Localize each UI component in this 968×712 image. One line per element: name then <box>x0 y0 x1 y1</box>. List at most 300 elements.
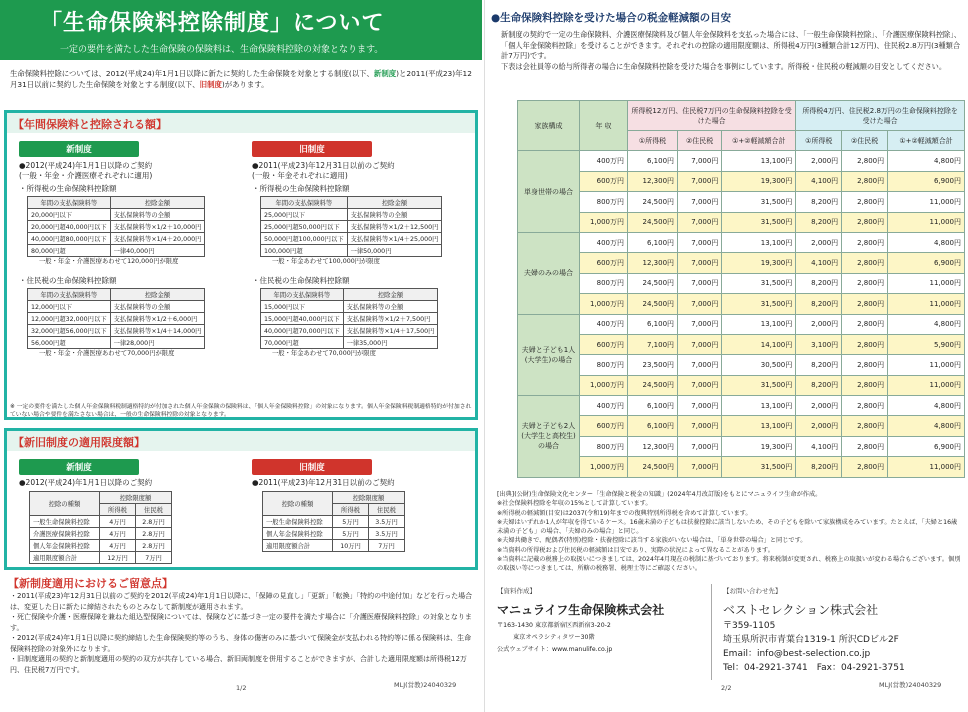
table-row <box>518 192 965 212</box>
tax-reduction-title: ●生命保険料控除を受けた場合の税金軽減額の目安 <box>491 12 732 24</box>
table-note: ※社会保険料控除を年収の15%として計算しています。 <box>497 500 652 508</box>
caution-note: ・2011(平成23)年12月31日以前のご契約を2012(平成24)年1月1日以降に、「保障の見直し」「更新」「転換」「特約の中途付加」などを行った場合は、変更した日に新たに締結されたものとみなして新制度が適用されます。 <box>10 592 473 611</box>
family-cell: 夫婦のみの場合 <box>518 232 580 314</box>
table-cell: 支払保険料等×1/2＋7,500円 <box>343 313 438 325</box>
amount-cell: 31,500円 <box>722 192 796 212</box>
old-contract-sub: (一般・年金それぞれに適用) <box>252 171 348 180</box>
issuer-website[interactable]: 公式ウェブサイト：www.manulife.co.jp <box>497 646 613 653</box>
table-cell: 一般生命保険料控除 <box>30 516 100 528</box>
income-cell: 600万円 <box>580 171 628 191</box>
amount-cell: 24,500円 <box>628 212 678 232</box>
amount-cell: 4,800円 <box>888 416 965 436</box>
income-cell: 400万円 <box>580 314 628 334</box>
section3-title: 【新制度適用におけるご留意点】 <box>8 577 173 590</box>
caution-note: ・死亡保険や介護・医療保障を兼ねた組込型保険については、保険などに基づき一定の要件を満たす場合に「介護医療保険料控除」の対象となります。 <box>10 613 472 632</box>
table-cell: 2.8万円 <box>136 528 172 540</box>
table-row <box>28 337 205 349</box>
amount-cell: 19,300円 <box>722 253 796 273</box>
amount-cell: 7,000円 <box>678 355 722 375</box>
table-cell: 一般生命保険料控除 <box>263 516 333 528</box>
table-cell: 一律28,000円 <box>110 337 205 349</box>
table-cell: 個人年金保険料控除 <box>30 540 100 552</box>
table-cell: 25,000円以下 <box>261 209 348 221</box>
col-deduction: 控除金額 <box>110 197 205 209</box>
intro-part-3: )があります。 <box>221 80 269 89</box>
amount-cell: 7,000円 <box>678 151 722 171</box>
table-row <box>261 313 438 325</box>
income-cell: 1,000万円 <box>580 294 628 314</box>
intro-part-1: 生命保険料控除については、2012(平成24)年1月1日以降に新たに契約した生命保険を対象とする制度(以下、 <box>10 69 374 78</box>
new-contract-sub: (一般・年金・介護医療それぞれに適用) <box>19 171 153 180</box>
table-row <box>518 457 965 477</box>
table-row <box>28 301 205 313</box>
page-2 <box>484 0 968 712</box>
section2-title: 【新旧制度の適用限度額】 <box>7 431 475 451</box>
table-cell: 56,000円超 <box>28 337 111 349</box>
table-cell: 40,000円超80,000円以下 <box>28 233 111 245</box>
amount-cell: 12,300円 <box>628 436 678 456</box>
table-cell: 3.5万円 <box>369 528 405 540</box>
amount-cell: 2,800円 <box>842 232 888 252</box>
intro-old-label: 旧制度 <box>199 80 222 89</box>
table-note: ※夫婦はいずれか1人が年収を得ているケース。16歳未満の子どもは扶養控除に該当しないため、その子どもを除いて家族構成をみています。たとえば、「夫婦と16歳未満の子ども」の場合、「夫婦のみの場合」と同じ。 <box>497 518 958 536</box>
col-premium: 年間の支払保険料等 <box>261 197 348 209</box>
intro-new-label: 新制度 <box>373 69 397 78</box>
amount-cell: 6,100円 <box>628 416 678 436</box>
table-cell: 12万円 <box>100 552 136 564</box>
agent-block <box>723 586 905 674</box>
page-title: 「生命保険料控除制度」について <box>40 11 385 36</box>
amount-cell: 4,800円 <box>888 232 965 252</box>
new-limit-tag: 新制度 <box>19 459 139 475</box>
amount-cell: 2,800円 <box>842 416 888 436</box>
col-deduction: 控除金額 <box>110 289 205 301</box>
income-cell: 600万円 <box>580 334 628 354</box>
amount-cell: 2,000円 <box>796 396 842 416</box>
divider <box>711 584 712 680</box>
table-notes <box>497 490 961 574</box>
amount-cell: 2,800円 <box>842 436 888 456</box>
amount-cell: 8,200円 <box>796 192 842 212</box>
amount-cell: 11,000円 <box>888 294 965 314</box>
new-income-title: ・所得税の生命保険料控除額 <box>19 184 117 193</box>
table-row <box>28 221 205 233</box>
table-cell: 支払保険料等の全額 <box>110 209 205 221</box>
header-group-a: 所得税12万円、住民税7万円の生命保険料控除を受けた場合 <box>628 101 796 131</box>
table-row <box>261 325 438 337</box>
table-cell: 支払保険料等×1/2＋12,500円 <box>347 221 442 233</box>
table-cell: 4万円 <box>100 516 136 528</box>
amount-cell: 13,100円 <box>722 416 796 436</box>
page-number-2: 2/2 <box>721 684 732 692</box>
table-row <box>261 233 442 245</box>
tax-reduction-table <box>517 100 965 478</box>
new-system-column <box>19 137 239 358</box>
amount-cell: 13,100円 <box>722 151 796 171</box>
limit-section <box>4 428 478 570</box>
doc-code-1: MLJ(営教)24040329 <box>394 681 457 689</box>
amount-cell: 6,900円 <box>888 436 965 456</box>
caution-note: ・旧制度適用の契約と新制度適用の契約の双方が共存している場合、新旧両制度を併用することができますが、合計した適用限度額は所得税12万円、住民税7万円です。 <box>10 655 467 674</box>
section1-title: 【年間保険料と控除される額】 <box>7 113 475 133</box>
header-a-total: ①+②軽減額合計 <box>722 131 796 151</box>
amount-cell: 2,800円 <box>842 355 888 375</box>
new-res-title: ・住民税の生命保険料控除額 <box>19 276 117 285</box>
new-limit-column <box>19 455 239 564</box>
amount-cell: 2,800円 <box>842 212 888 232</box>
amount-cell: 12,300円 <box>628 171 678 191</box>
amount-cell: 2,800円 <box>842 171 888 191</box>
table-row <box>518 375 965 395</box>
amount-cell: 7,000円 <box>678 314 722 334</box>
amount-cell: 8,200円 <box>796 212 842 232</box>
new-resident-table <box>27 288 205 349</box>
intro-text <box>10 68 476 90</box>
income-cell: 800万円 <box>580 436 628 456</box>
premium-deduction-section <box>4 110 478 420</box>
table-cell: 7万円 <box>369 540 405 552</box>
header-group-b: 所得税4万円、住民税2.8万円の生命保険料控除を受けた場合 <box>796 101 965 131</box>
table-row <box>28 209 205 221</box>
amount-cell: 11,000円 <box>888 212 965 232</box>
table-row <box>261 209 442 221</box>
old-contract-label: ●2011(平成23)年12月31日以前のご契約 <box>252 161 395 170</box>
amount-cell: 31,500円 <box>722 212 796 232</box>
col-type: 控除の種類 <box>30 492 100 516</box>
table-cell: 一律35,000円 <box>343 337 438 349</box>
col-premium: 年間の支払保険料等 <box>28 197 111 209</box>
amount-cell: 11,000円 <box>888 273 965 293</box>
income-cell: 400万円 <box>580 396 628 416</box>
issuer-name: マニュライフ生命保険株式会社 <box>497 603 665 617</box>
col-res: 住民税 <box>136 504 172 516</box>
amount-cell: 2,000円 <box>796 416 842 436</box>
header-b-res: ②住民税 <box>842 131 888 151</box>
table-row <box>518 232 965 252</box>
amount-cell: 7,000円 <box>678 436 722 456</box>
amount-cell: 7,000円 <box>678 273 722 293</box>
amount-cell: 8,200円 <box>796 355 842 375</box>
agent-phone[interactable]: Tel：04-2921-3741 Fax：04-2921-3751 <box>723 663 905 673</box>
table-row <box>28 325 205 337</box>
table-row <box>261 337 438 349</box>
col-max: 控除限度額 <box>333 492 405 504</box>
income-cell: 800万円 <box>580 273 628 293</box>
table-cell: 5万円 <box>333 528 369 540</box>
agent-name: ベストセレクション株式会社 <box>723 603 879 617</box>
header-b-tax: ①所得税 <box>796 131 842 151</box>
amount-cell: 2,800円 <box>842 334 888 354</box>
new-limit-table <box>29 491 172 564</box>
table-row <box>518 396 965 416</box>
table-row <box>28 245 205 257</box>
old-system-tag: 旧制度 <box>252 141 372 157</box>
intro-part-2: )と2011(平成23)年12月31日以前に契約した生命保険を対象とする制度(以下、 <box>10 69 472 89</box>
table-cell: 4万円 <box>100 528 136 540</box>
table-cell: 50,000円超100,000円以下 <box>261 233 348 245</box>
table-cell: 20,000円超40,000円以下 <box>28 221 111 233</box>
table-row <box>518 334 965 354</box>
amount-cell: 7,000円 <box>678 212 722 232</box>
new-income-note: 一般・年金・介護医療あわせて120,000円が限度 <box>39 258 179 265</box>
amount-cell: 7,000円 <box>678 375 722 395</box>
doc-code-2: MLJ(営教)24040329 <box>879 681 942 689</box>
table-row <box>30 516 172 528</box>
table-row <box>263 516 405 528</box>
old-limit-column <box>252 455 472 552</box>
table-cell: 支払保険料等の全額 <box>343 301 438 313</box>
table-cell: 支払保険料等の全額 <box>110 301 205 313</box>
amount-cell: 31,500円 <box>722 375 796 395</box>
old-income-table <box>260 196 442 257</box>
issuer-address-2: 東京オペラシティタワー30階 <box>513 634 595 641</box>
amount-cell: 7,000円 <box>678 457 722 477</box>
table-row <box>28 233 205 245</box>
old-limit-tag: 旧制度 <box>252 459 372 475</box>
new-income-table <box>27 196 205 257</box>
table-cell: 一律40,000円 <box>110 245 205 257</box>
col-res: 住民税 <box>369 504 405 516</box>
amount-cell: 30,500円 <box>722 355 796 375</box>
amount-cell: 7,100円 <box>628 334 678 354</box>
col-income: 所得税 <box>333 504 369 516</box>
amount-cell: 2,800円 <box>842 396 888 416</box>
table-cell: 2.8万円 <box>136 540 172 552</box>
issuer-block <box>497 586 664 654</box>
col-deduction: 控除金額 <box>343 289 438 301</box>
income-cell: 600万円 <box>580 253 628 273</box>
old-system-column <box>252 137 472 358</box>
new-res-note: 一般・年金・介護医療あわせて70,000円が限度 <box>39 350 175 357</box>
family-cell: 夫婦と子ども1人(大学生)の場合 <box>518 314 580 396</box>
table-row <box>518 416 965 436</box>
table-cell: 32,000円超56,000円以下 <box>28 325 111 337</box>
table-cell: 25,000円超50,000円以下 <box>261 221 348 233</box>
col-deduction: 控除金額 <box>347 197 442 209</box>
old-limit-contract: ●2011(平成23)年12月31日以前のご契約 <box>252 478 395 487</box>
amount-cell: 24,500円 <box>628 192 678 212</box>
table-cell: 支払保険料等×1/4＋17,500円 <box>343 325 438 337</box>
table-cell: 支払保険料等×1/4＋25,000円 <box>347 233 442 245</box>
table-cell: 支払保険料等×1/4＋20,000円 <box>110 233 205 245</box>
agent-email[interactable]: Email：info@best-selection.co.jp <box>723 649 871 659</box>
intro-paragraph: 下表は会社員等の給与所得者の場合に生命保険料控除を受けた場合を事例にしています。所得税・住民税の軽減額の目安としてください。 <box>501 61 947 71</box>
page-number-1: 1/2 <box>236 684 247 692</box>
family-cell: 夫婦と子ども2人(大学生と高校生)の場合 <box>518 396 580 478</box>
amount-cell: 2,000円 <box>796 232 842 252</box>
amount-cell: 4,100円 <box>796 171 842 191</box>
amount-cell: 24,500円 <box>628 273 678 293</box>
table-cell: 適用限度額合計 <box>30 552 100 564</box>
amount-cell: 12,300円 <box>628 253 678 273</box>
header-family: 家族構成 <box>518 101 580 151</box>
amount-cell: 24,500円 <box>628 294 678 314</box>
amount-cell: 4,800円 <box>888 396 965 416</box>
table-cell: 12,000円超32,000円以下 <box>28 313 111 325</box>
income-cell: 1,000万円 <box>580 212 628 232</box>
old-income-title: ・所得税の生命保険料控除額 <box>252 184 350 193</box>
amount-cell: 4,100円 <box>796 436 842 456</box>
table-note: [出典](公財)生命保険文化センター「生命保険と税金の知識」(2024年4月改訂版)をもとにマニュライフ生命が作成。 <box>497 491 822 498</box>
table-cell: 80,000円超 <box>28 245 111 257</box>
amount-cell: 6,100円 <box>628 314 678 334</box>
page-subtitle: 一定の要件を満たした生命保険の保険料は、生命保険料控除の対象となります。 <box>60 45 384 55</box>
amount-cell: 7,000円 <box>678 334 722 354</box>
table-cell: 適用限度額合計 <box>263 540 333 552</box>
amount-cell: 5,900円 <box>888 334 965 354</box>
amount-cell: 2,000円 <box>796 151 842 171</box>
amount-cell: 3,100円 <box>796 334 842 354</box>
table-row <box>518 253 965 273</box>
table-row <box>518 151 965 171</box>
new-system-tag: 新制度 <box>19 141 139 157</box>
amount-cell: 11,000円 <box>888 355 965 375</box>
amount-cell: 6,100円 <box>628 396 678 416</box>
table-row <box>30 540 172 552</box>
amount-cell: 8,200円 <box>796 375 842 395</box>
old-res-note: 一般・年金あわせて70,000円が限度 <box>272 350 376 357</box>
section1-footnote: ※ 一定の要件を満たした個人年金保険料税制適格特約が付加された個人年金保険の保険料は、「個人年金保険料控除」の対象になります。個人年金保険料税制適格特約が付加されていない場合や要件を満たさない場合は、一般の生命保険料控除の対象となります。 <box>10 404 472 418</box>
table-row <box>261 221 442 233</box>
amount-cell: 23,500円 <box>628 355 678 375</box>
table-cell: 支払保険料等×1/4＋14,000円 <box>110 325 205 337</box>
table-row <box>30 552 172 564</box>
table-cell: 4万円 <box>100 540 136 552</box>
table-cell: 15,000円超40,000円以下 <box>261 313 344 325</box>
amount-cell: 11,000円 <box>888 457 965 477</box>
amount-cell: 13,100円 <box>722 232 796 252</box>
amount-cell: 31,500円 <box>722 294 796 314</box>
amount-cell: 13,100円 <box>722 314 796 334</box>
family-cell: 単身世帯の場合 <box>518 151 580 233</box>
amount-cell: 2,800円 <box>842 375 888 395</box>
amount-cell: 13,100円 <box>722 396 796 416</box>
amount-cell: 7,000円 <box>678 416 722 436</box>
amount-cell: 7,000円 <box>678 396 722 416</box>
new-limit-contract: ●2012(平成24)年1月1日以降のご契約 <box>19 478 153 487</box>
table-cell: 支払保険料等×1/2＋6,000円 <box>110 313 205 325</box>
table-cell: 100,000円超 <box>261 245 348 257</box>
header-b-total: ①+②軽減額合計 <box>888 131 965 151</box>
table-cell: 個人年金保険料控除 <box>263 528 333 540</box>
income-cell: 400万円 <box>580 232 628 252</box>
col-max: 控除限度額 <box>100 492 172 504</box>
agent-zip: 〒359-1105 <box>723 621 776 631</box>
table-note: ※夫婦共働きで、配偶者(特別)控除・扶養控除に該当する家族がいない場合は、「単身世帯の場合」と同じです。 <box>497 537 807 545</box>
amount-cell: 6,100円 <box>628 232 678 252</box>
table-cell: 10万円 <box>333 540 369 552</box>
amount-cell: 7,000円 <box>678 232 722 252</box>
amount-cell: 2,800円 <box>842 294 888 314</box>
table-cell: 一律50,000円 <box>347 245 442 257</box>
old-res-title: ・住民税の生命保険料控除額 <box>252 276 350 285</box>
table-cell: 支払保険料等の全額 <box>347 209 442 221</box>
income-cell: 400万円 <box>580 151 628 171</box>
table-row <box>518 171 965 191</box>
amount-cell: 31,500円 <box>722 457 796 477</box>
amount-cell: 24,500円 <box>628 457 678 477</box>
caution-notes <box>10 591 476 675</box>
income-cell: 800万円 <box>580 192 628 212</box>
table-note: ※当資料に記載の税務上の取扱いにつきましては、2024年4月現在の税制に基づいております。将来税制が変更され、税務上の取扱いが変わる場合もございます。個別の取扱い等につきましては、所轄の税務署、税理士等にご確認ください。 <box>497 556 961 573</box>
issuer-label: 【資料作成】 <box>497 587 536 595</box>
amount-cell: 2,800円 <box>842 192 888 212</box>
agent-address: 埼玉県所沢市青葉台1319-1 所沢CDビル2F <box>723 635 899 645</box>
table-cell: 15,000円以下 <box>261 301 344 313</box>
col-premium: 年間の支払保険料等 <box>261 289 344 301</box>
page-1 <box>0 0 482 712</box>
income-cell: 1,000万円 <box>580 375 628 395</box>
table-note: ※当資料の所得税および住民税の軽減額は目安であり、実際の状況によって異なることがあります。 <box>497 546 774 554</box>
agent-label: 【お問い合わせ先】 <box>723 587 782 595</box>
amount-cell: 31,500円 <box>722 273 796 293</box>
amount-cell: 8,200円 <box>796 294 842 314</box>
amount-cell: 8,200円 <box>796 273 842 293</box>
table-cell: 7万円 <box>136 552 172 564</box>
table-row <box>518 436 965 456</box>
amount-cell: 19,300円 <box>722 436 796 456</box>
table-cell: 70,000円超 <box>261 337 344 349</box>
col-type: 控除の種類 <box>263 492 333 516</box>
amount-cell: 6,100円 <box>628 151 678 171</box>
header-a-tax: ①所得税 <box>628 131 678 151</box>
amount-cell: 2,800円 <box>842 151 888 171</box>
amount-cell: 6,900円 <box>888 171 965 191</box>
issuer-address-1: 〒163-1430 東京都新宿区西新宿3-20-2 <box>497 622 611 629</box>
table-row <box>518 314 965 334</box>
amount-cell: 8,200円 <box>796 457 842 477</box>
table-note: ※所得税の軽減額(目安)は2037(令和19)年までの復興特別所得税を含めて計算しています。 <box>497 509 752 517</box>
table-cell: 介護医療保険料控除 <box>30 528 100 540</box>
old-resident-table <box>260 288 438 349</box>
amount-cell: 2,800円 <box>842 273 888 293</box>
old-income-note: 一般・年金あわせて100,000円が限度 <box>272 258 380 265</box>
income-cell: 600万円 <box>580 416 628 436</box>
col-income: 所得税 <box>100 504 136 516</box>
amount-cell: 4,800円 <box>888 314 965 334</box>
amount-cell: 7,000円 <box>678 192 722 212</box>
amount-cell: 24,500円 <box>628 375 678 395</box>
amount-cell: 19,300円 <box>722 171 796 191</box>
amount-cell: 2,800円 <box>842 457 888 477</box>
income-cell: 1,000万円 <box>580 457 628 477</box>
amount-cell: 11,000円 <box>888 192 965 212</box>
amount-cell: 4,100円 <box>796 253 842 273</box>
table-cell: 5万円 <box>333 516 369 528</box>
table-row <box>518 273 965 293</box>
col-premium: 年間の支払保険料等 <box>28 289 111 301</box>
table-row <box>518 212 965 232</box>
amount-cell: 7,000円 <box>678 253 722 273</box>
header-a-res: ②住民税 <box>678 131 722 151</box>
old-limit-table <box>262 491 405 552</box>
intro-paragraph: 新制度の契約で一定の生命保険料、介護医療保険料及び個人年金保険料を支払った場合には、「一般生命保険料控除」、「介護医療保険料控除」、「個人年金保険料控除」を受けることができます。それぞれの控除の適用限度額は、所得税4万円(3種類合計12万円)、住民税2.8万円(3種類合計7万円)です。 <box>501 30 961 60</box>
amount-cell: 4,800円 <box>888 151 965 171</box>
table-cell: 2.8万円 <box>136 516 172 528</box>
caution-note: ・2012(平成24)年1月1日以降に契約締結した生命保険契約等のうち、身体の傷害のみに基づいて保険金が支払われる特約等に係る保険料は、生命保険料控除の対象外になります。 <box>10 634 472 653</box>
tax-reduction-intro <box>501 30 961 72</box>
table-row <box>28 313 205 325</box>
table-cell: 20,000円以下 <box>28 209 111 221</box>
amount-cell: 14,100円 <box>722 334 796 354</box>
table-row <box>518 294 965 314</box>
new-contract-label: ●2012(平成24)年1月1日以降のご契約 <box>19 161 153 170</box>
title-banner <box>0 0 482 60</box>
amount-cell: 7,000円 <box>678 171 722 191</box>
table-cell: 3.5万円 <box>369 516 405 528</box>
amount-cell: 2,000円 <box>796 314 842 334</box>
table-cell: 12,000円以下 <box>28 301 111 313</box>
